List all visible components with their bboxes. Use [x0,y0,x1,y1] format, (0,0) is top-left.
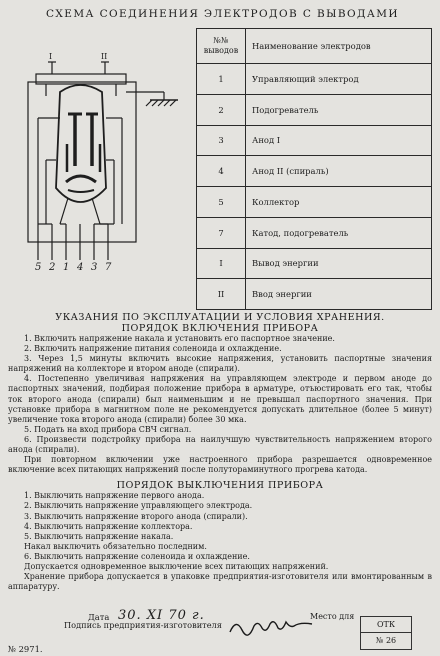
switch-on-step: 1. Включить напряжение накала и установить его паспортное значение. [24,334,335,343]
switch-on-step: 2. Включить напряжение питания соленоида и охлаждение. [24,344,282,354]
switch-on-step: 6. Произвести подстройку прибора на наилучшую чувствительность напряжением второго анода (спирали). [8,434,432,455]
table-row [197,156,432,187]
pin-number: 7 [197,217,246,248]
table-row [197,187,432,218]
pin-label: 3 [91,262,98,273]
col-header-name: Наименование электродов [246,29,432,64]
table-header-row [197,29,432,64]
pin-number: 2 [197,94,246,125]
pin-number: II [197,279,246,310]
table-row [197,279,432,310]
electrode-name: Коллектор [246,187,432,218]
pin-number: 5 [197,187,246,218]
repeat-switch-on-note: При повторном включении уже настроенного прибора разрешается одновременное включение всех питающих напряжений после полуторaминутного прогрева катода. [8,455,432,475]
col-header-number: №№ выводов [197,29,246,64]
switch-on-step: 3. Через 1,5 минуты включить высокие напряжения, установить паспортные значения напряжений на коллекторе и втором аноде (спирали). [8,354,432,374]
pin-label: 7 [105,262,112,273]
electrode-name: Управляющий электрод [246,64,432,95]
storage-note: Хранение прибора допускается в упаковке предприятия-изготовителя или вмонтированным в аппаратуру. [8,572,432,592]
signature-label: Подпись предприятия-изготовителя [64,620,222,630]
pin-number: I [197,248,246,279]
otk-stamp [360,616,412,650]
handwritten-signature [228,614,314,636]
document-number: № 2971. [8,644,43,654]
table-row [197,64,432,95]
switch-on-step: 4. Постепенно увеличивая напряжения на управляющем электроде и первом аноде до паспортных значений, подбирая положение прибора в арматуре, отъюстировать его так, чтобы ток второго анода (спирали) был наименьшим и не превышал паспортного значения. При установке прибора в магнитном поле не рекомендуется допускать длительное (более 5 минут) увеличение тока второго анода (спирали) более 30 мка. [8,374,432,424]
pin-label: 1 [63,262,70,273]
handwritten-date: 30. XI 70 г. [118,608,205,623]
top-lead-label-2: II [101,52,108,61]
switch-off-step: 4. Выключить напряжение коллектора. [24,521,193,531]
electrode-name: Подогреватель [246,94,432,125]
pin-number: 4 [197,156,246,187]
switch-off-note: Допускается одновременное выключение всех питающих напряжений. [24,561,329,571]
stamp-line-1: ОТК [361,617,411,633]
place-label: Место для [310,612,355,621]
electrode-name: Вывод энергии [246,248,432,279]
pin-label: 2 [49,262,56,273]
pin-number: 3 [197,125,246,156]
pin-label: 4 [77,262,84,273]
switch-off-step: 3. Выключить напряжение второго анода (спирали). [24,511,248,521]
table-row [197,125,432,156]
electrode-table [196,28,432,310]
switch-off-step: 6. Выключить напряжение соленоида и охлаждение. [24,551,250,561]
table-row [197,248,432,279]
table-row [197,217,432,248]
electrode-name: Ввод энергии [246,279,432,310]
date-label: Дата [88,612,110,622]
pin-label: 5 [35,262,42,273]
switch-on-step: 5. Подать на вход прибора СВЧ сигнал. [24,424,192,434]
switch-off-step: 2. Выключить напряжение управляющего электрода. [24,501,253,511]
switch-off-heading: ПОРЯДОК ВЫКЛЮЧЕНИЯ ПРИБОРА [116,480,324,492]
switch-off-step: 1. Выключить напряжение первого анода. [24,491,205,501]
switch-off-note: Накал выключить обязательно последним. [24,541,207,551]
schematic-title: СХЕМА СОЕДИНЕНИЯ ЭЛЕКТРОДОВ С ВЫВОДАМИ [46,8,399,20]
electrode-name: Катод, подогреватель [246,217,432,248]
operation-heading: УКАЗАНИЯ ПО ЭКСПЛУАТАЦИИ И УСЛОВИЯ ХРАНЕНИЯ. [55,312,385,323]
table-row [197,94,432,125]
top-lead-label-1: I [49,52,53,61]
electrode-name: Анод I [246,125,432,156]
stamp-line-2: № 26 [375,636,397,645]
switch-off-step: 5. Выключить напряжение накала. [24,531,174,541]
electrode-name: Анод II (спираль) [246,156,432,187]
tube-connection-schematic [22,48,194,284]
instructions-body [8,312,432,592]
switch-on-heading: ПОРЯДОК ВКЛЮЧЕНИЯ ПРИБОРА [121,323,319,334]
pin-number: 1 [197,64,246,95]
